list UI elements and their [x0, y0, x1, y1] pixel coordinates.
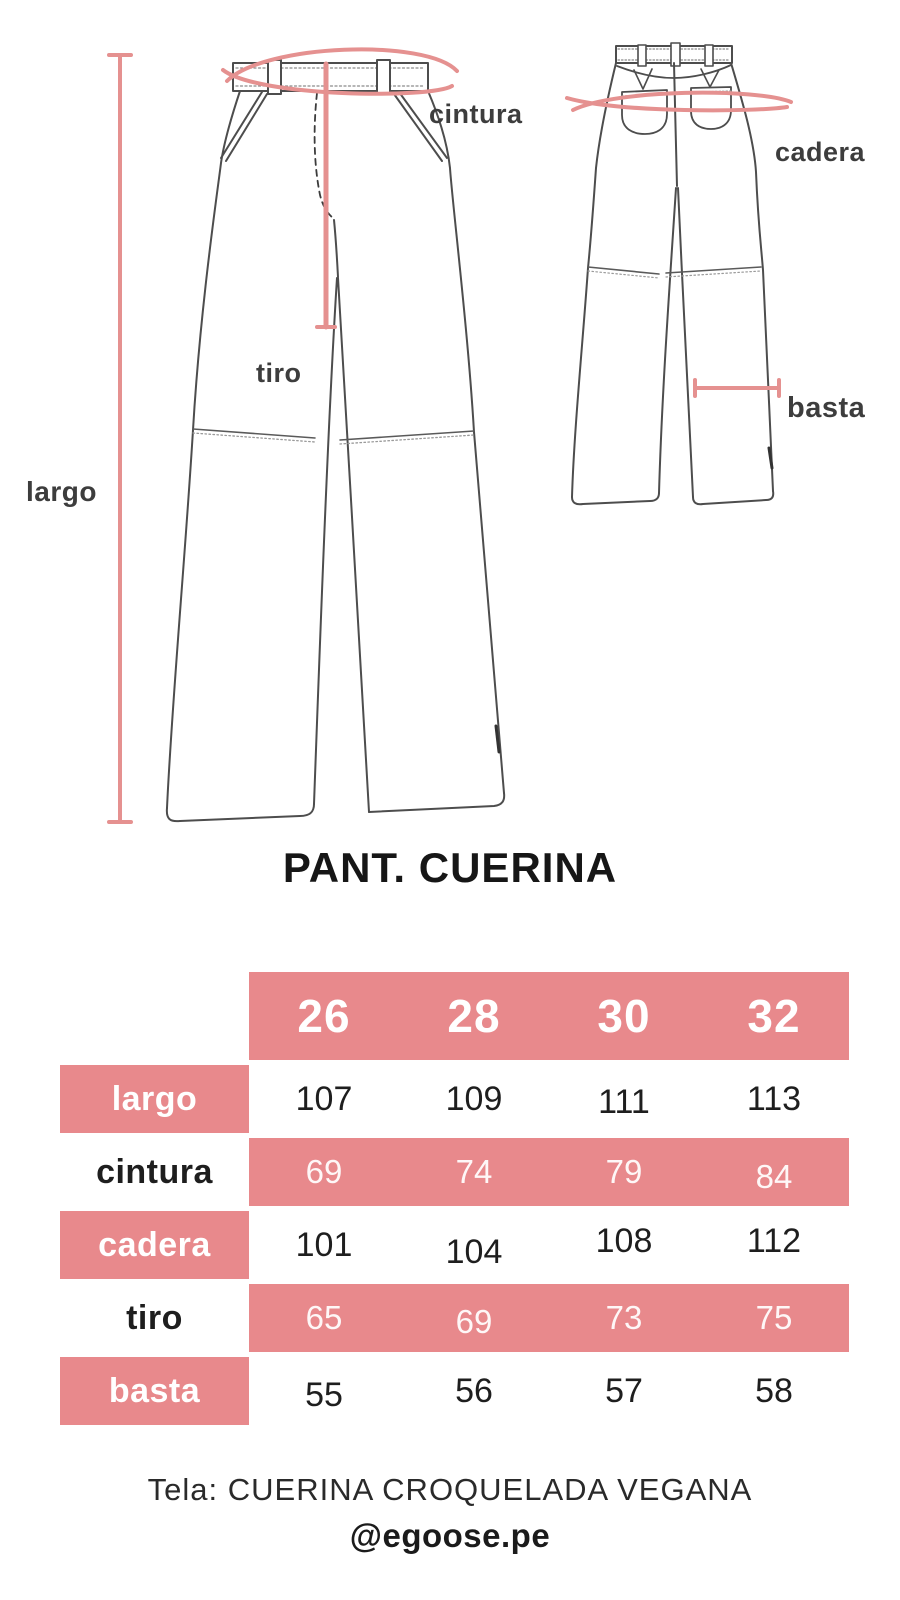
back-right-outseam [731, 63, 773, 491]
size-value: 101 [295, 1225, 353, 1264]
pants-front-view [167, 60, 504, 821]
largo-measure-label: largo [26, 476, 97, 507]
cintura-measure-ellipse [223, 49, 457, 93]
largo-measure-line [109, 55, 131, 822]
size-column-header: 32 [747, 990, 801, 1042]
front-crotch-seam [334, 220, 338, 277]
row-values [249, 1211, 849, 1279]
size-value: 69 [455, 1303, 493, 1340]
row-values [249, 1284, 849, 1352]
front-right-inseam [338, 278, 369, 812]
size-value: 58 [755, 1371, 793, 1410]
size-value: 79 [605, 1153, 643, 1190]
size-value: 75 [755, 1299, 793, 1336]
back-knee-seam-left [588, 267, 659, 274]
size-value: 107 [295, 1079, 353, 1118]
size-table-header-row [249, 972, 849, 1060]
size-column-header: 28 [447, 990, 501, 1042]
size-value: 57 [605, 1371, 643, 1410]
back-knee-stitch-left [588, 271, 659, 278]
back-right-inseam [678, 188, 693, 497]
size-value: 113 [746, 1079, 802, 1118]
size-value: 112 [746, 1221, 802, 1260]
row-label: largo [60, 1065, 249, 1133]
row-values [249, 1065, 849, 1133]
size-value: 55 [305, 1375, 343, 1414]
size-value: 109 [445, 1079, 503, 1118]
table-row-cintura [60, 1138, 849, 1206]
row-label: tiro [126, 1298, 183, 1337]
size-value: 74 [455, 1153, 493, 1190]
cadera-measure-ellipse [567, 93, 791, 111]
row-label: cintura [96, 1152, 213, 1191]
size-value: 69 [305, 1153, 343, 1190]
back-left-inseam [659, 188, 676, 493]
table-row-cadera [60, 1211, 849, 1279]
size-value: 104 [445, 1232, 503, 1271]
size-value: 108 [595, 1221, 653, 1260]
table-row-tiro [60, 1284, 849, 1352]
back-belt-loop-center [671, 43, 680, 66]
back-left-hem [572, 493, 659, 504]
cintura-measure-label: cintura [429, 99, 523, 129]
back-center-seam [674, 63, 677, 186]
back-belt-loop-left [638, 45, 646, 66]
tiro-measure-label: tiro [256, 358, 302, 388]
row-label: basta [60, 1357, 249, 1425]
size-value: 73 [605, 1299, 643, 1336]
table-row-basta [60, 1357, 849, 1425]
pants-back-view [572, 43, 773, 504]
social-handle: @egoose.pe [349, 1517, 551, 1554]
table-row-largo [60, 1065, 849, 1133]
front-left-hem [167, 804, 314, 821]
cadera-measure-label: cadera [775, 137, 866, 167]
row-label: cadera [60, 1211, 249, 1279]
basta-measure-label: basta [787, 392, 866, 424]
size-value: 56 [455, 1371, 493, 1410]
front-knee-stitch-left [193, 433, 315, 442]
front-left-inseam [314, 278, 337, 804]
front-knee-stitch-right [340, 435, 474, 444]
page-title: PANT. CUERINA [282, 844, 618, 891]
front-left-outseam [167, 91, 240, 808]
basta-measure-line [695, 380, 779, 396]
back-left-outseam [572, 63, 616, 497]
row-values [249, 1357, 849, 1425]
back-belt-loop-right [705, 45, 713, 66]
front-right-outseam [428, 91, 504, 793]
front-knee-seam-right [340, 431, 474, 440]
row-values [249, 1138, 849, 1206]
size-value: 111 [598, 1082, 650, 1121]
front-knee-seam-left [193, 429, 315, 438]
front-right-hem [369, 793, 504, 812]
back-right-hem [693, 491, 773, 504]
size-value: 84 [755, 1158, 793, 1195]
fabric-note: Tela: CUERINA CROQUELADA VEGANA [147, 1472, 753, 1507]
front-waistband [233, 63, 428, 91]
front-pocket-left [221, 92, 267, 161]
size-column-header: 30 [597, 990, 651, 1042]
size-value: 65 [305, 1299, 343, 1336]
size-column-header: 26 [297, 990, 351, 1042]
front-belt-loop-right [377, 60, 390, 94]
